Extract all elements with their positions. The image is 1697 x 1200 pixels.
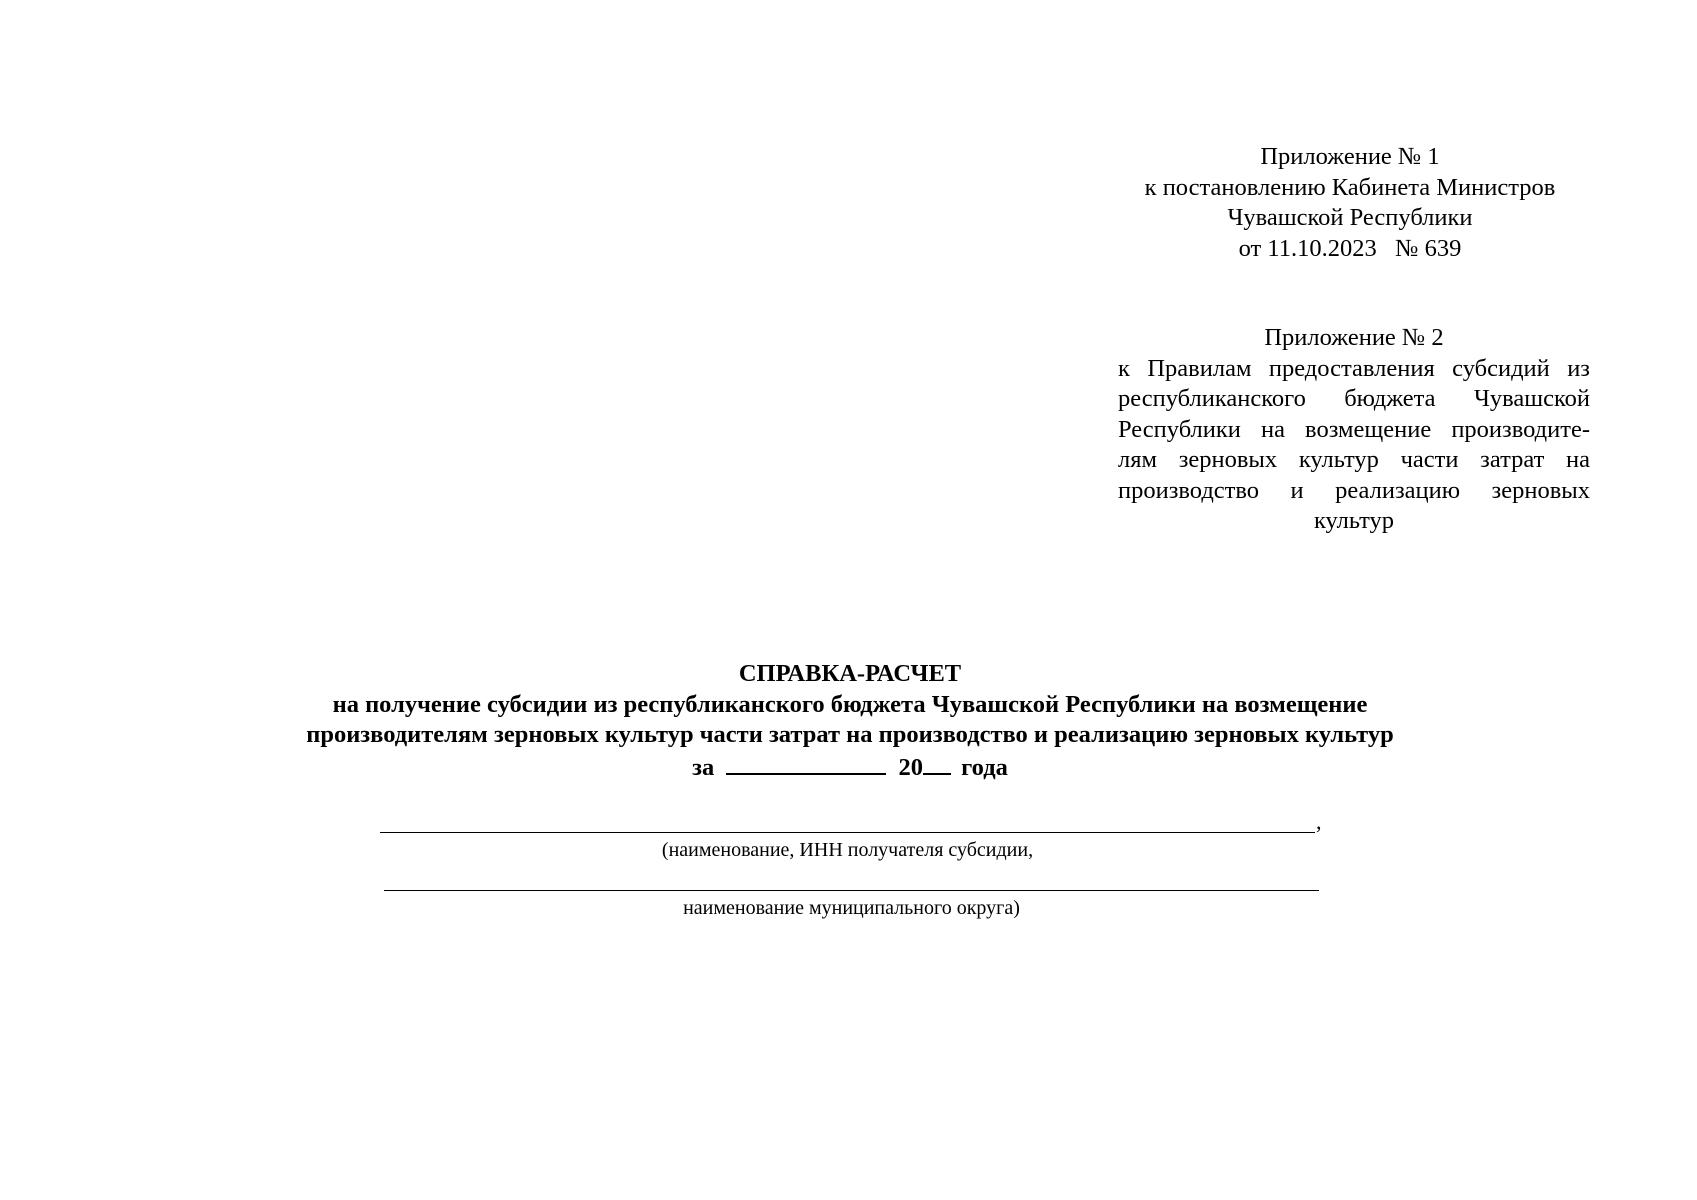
district-caption: наименование муниципального округа) xyxy=(683,897,1020,919)
appendix-1-line: к постановлению Кабинета Министров xyxy=(1144,173,1556,201)
appendix-1-line: Чувашской Республики xyxy=(1227,204,1473,231)
document-heading xyxy=(200,659,1500,783)
appendix-2-line: лям зерновых культур части затрат на xyxy=(1118,446,1590,473)
recipient-fill-line[interactable] xyxy=(380,832,1315,833)
appendix-2-line: республиканского бюджета Чувашской xyxy=(1118,385,1590,412)
appendix-2-line: Республики на возмещение производите- xyxy=(1118,415,1590,443)
period-blank-field[interactable] xyxy=(726,751,886,775)
appendix-1-block xyxy=(1120,142,1580,264)
period-year-prefix: 20 xyxy=(898,753,924,781)
appendix-2-block xyxy=(1118,323,1590,537)
appendix-1-line: от 11.10.2023 № 639 xyxy=(1238,234,1462,262)
document-subtitle-line: производителям зерновых культур части затрат на производство и реализацию зерновых культур xyxy=(306,721,1394,748)
year-blank-field[interactable] xyxy=(923,751,951,775)
recipient-trailing-comma: , xyxy=(1316,809,1322,834)
recipient-caption: (наименование, ИНН получателя субсидии, xyxy=(661,839,1034,861)
period-prefix: за xyxy=(692,753,715,781)
appendix-2-title: Приложение № 2 xyxy=(1264,324,1444,351)
appendix-2-line: производство и реализацию зерновых xyxy=(1118,476,1590,504)
reporting-period xyxy=(692,751,1008,784)
period-suffix: года xyxy=(961,753,1008,781)
document-title: СПРАВКА-РАСЧЕТ xyxy=(738,660,962,687)
appendix-2-line: культур xyxy=(1313,507,1395,534)
document-subtitle-line: на получение субсидии из республиканского бюджета Чувашской Республики на возмещение xyxy=(332,690,1368,718)
appendix-1-line: Приложение № 1 xyxy=(1260,143,1440,170)
district-fill-line[interactable] xyxy=(384,890,1319,891)
appendix-2-line: к Правилам предоставления субсидий из xyxy=(1118,354,1590,382)
